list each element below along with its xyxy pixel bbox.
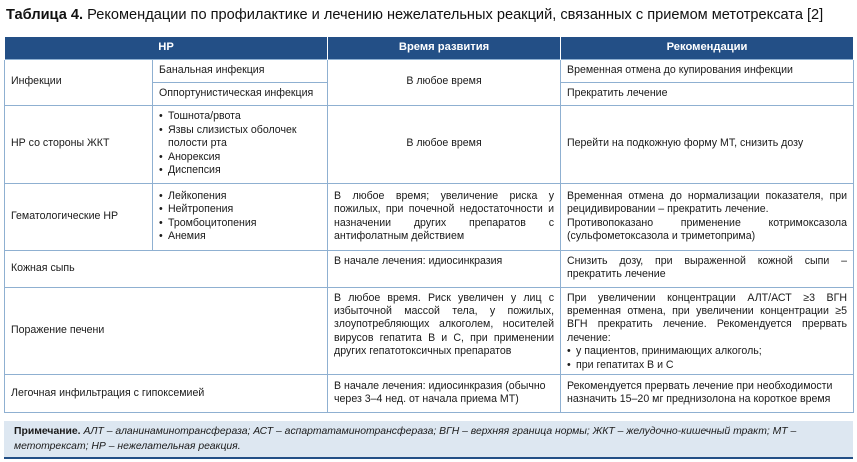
row-liver-name: Поражение печени bbox=[5, 287, 328, 374]
table-title bbox=[6, 5, 851, 25]
row-infections-time: В любое время bbox=[328, 59, 561, 105]
row-liver-rec-text: При увеличении концентрации АЛТ/АСТ ≥3 ВГН временная отмена, при увеличении концентрации ≥5 ВГН прекратить лечение. Рекомендуется прервать лечение: bbox=[567, 291, 848, 344]
row-liver-rec bbox=[561, 287, 854, 374]
row-skin-time: В начале лечения: идиосинкразия bbox=[328, 250, 561, 287]
header-onset-time: Время развития bbox=[328, 37, 561, 59]
list-item: • Нейтропения bbox=[159, 203, 321, 216]
row-gi-time: В любое время bbox=[328, 105, 561, 183]
list-item: • Анемия bbox=[159, 230, 321, 243]
list-item: • Диспепсия bbox=[159, 164, 321, 177]
row-infections-sub-opportunistic: Оппортунистическая инфекция bbox=[153, 82, 328, 105]
table-row bbox=[5, 250, 854, 287]
row-hema-rec bbox=[561, 183, 854, 250]
table-row bbox=[5, 287, 854, 374]
row-gi-rec: Перейти на подкожную форму МТ, снизить дозу bbox=[561, 105, 854, 183]
hema-symptom-list bbox=[159, 190, 321, 244]
row-hema-rec-1: Временная отмена до нормализации показателя, при рецидивировании – прекратить лечение. bbox=[567, 189, 848, 216]
row-infections-rec-opportunistic: Прекратить лечение bbox=[561, 82, 854, 105]
row-hema-rec-2: Противопоказано применение котримоксазола (сульфометоксазола и триметоприма) bbox=[567, 216, 848, 242]
header-recommendations: Рекомендации bbox=[561, 37, 854, 59]
row-infections-rec-banal: Временная отмена до купирования инфекции bbox=[561, 59, 854, 82]
row-lung-rec: Рекомендуется прервать лечение при необходимости назначить 15–20 мг преднизолона на короткое время bbox=[561, 374, 854, 412]
gi-symptom-list bbox=[159, 110, 321, 177]
table-row bbox=[5, 59, 854, 82]
recommendations-table bbox=[4, 37, 854, 413]
row-lung-name: Легочная инфильтрация с гипоксемией bbox=[5, 374, 328, 412]
header-row bbox=[5, 37, 854, 59]
table-title-label: Таблица 4. bbox=[6, 7, 84, 23]
table-title-text: Рекомендации по профилактике и лечению нежелательных реакций, связанных с приемом метотрексата [2] bbox=[87, 7, 824, 23]
row-lung-time: В начале лечения: идиосинкразия (обычно через 3–4 нед. от начала приема МТ) bbox=[328, 374, 561, 412]
list-item: • Язвы слизистых оболочек полости рта bbox=[159, 124, 321, 151]
list-item: • Тромбоцитопения bbox=[159, 217, 321, 230]
header-adverse-reaction: НР bbox=[5, 37, 328, 59]
table-row bbox=[5, 183, 854, 250]
row-gi-symptoms bbox=[153, 105, 328, 183]
list-item: • Лейкопения bbox=[159, 190, 321, 203]
list-item: • у пациентов, принимающих алкоголь; bbox=[567, 345, 847, 358]
list-item: • Тошнота/рвота bbox=[159, 110, 321, 123]
row-skin-name: Кожная сыпь bbox=[5, 250, 328, 287]
row-infections-name: Инфекции bbox=[5, 59, 153, 105]
row-gi-name: НР со стороны ЖКТ bbox=[5, 105, 153, 183]
liver-rec-list bbox=[567, 345, 847, 372]
row-skin-rec: Снизить дозу, при выраженной кожной сыпи – прекратить лечение bbox=[561, 250, 854, 287]
list-item: • Анорексия bbox=[159, 151, 321, 164]
row-hema-time: В любое время; увеличение риска у пожилых, при почечной недостаточности и назначении других препаратов с антифолатным действием bbox=[328, 183, 561, 250]
table-note bbox=[4, 421, 853, 459]
row-hema-name: Гематологические НР bbox=[5, 183, 153, 250]
table-row bbox=[5, 374, 854, 412]
row-infections-sub-banal: Банальная инфекция bbox=[153, 59, 328, 82]
table-row bbox=[5, 105, 854, 183]
note-text: АЛТ – аланинаминотрансфераза; АСТ – аспартатаминотрансфераза; ВГН – верхняя граница нормы; ЖКТ – желудочно-кишечный тракт; МТ – метотрексат; НР – нежелательная реакция. bbox=[14, 426, 797, 452]
row-hema-symptoms bbox=[153, 183, 328, 250]
row-liver-time: В любое время. Риск увеличен у лиц с избыточной массой тела, у пожилых, злоупотребляющих алкоголем, носителей вирусов гепатита В и С, при применении других гепатотоксичных препаратов bbox=[328, 287, 561, 374]
list-item: • при гепатитах В и С bbox=[567, 359, 847, 372]
note-label: Примечание. bbox=[14, 426, 81, 437]
